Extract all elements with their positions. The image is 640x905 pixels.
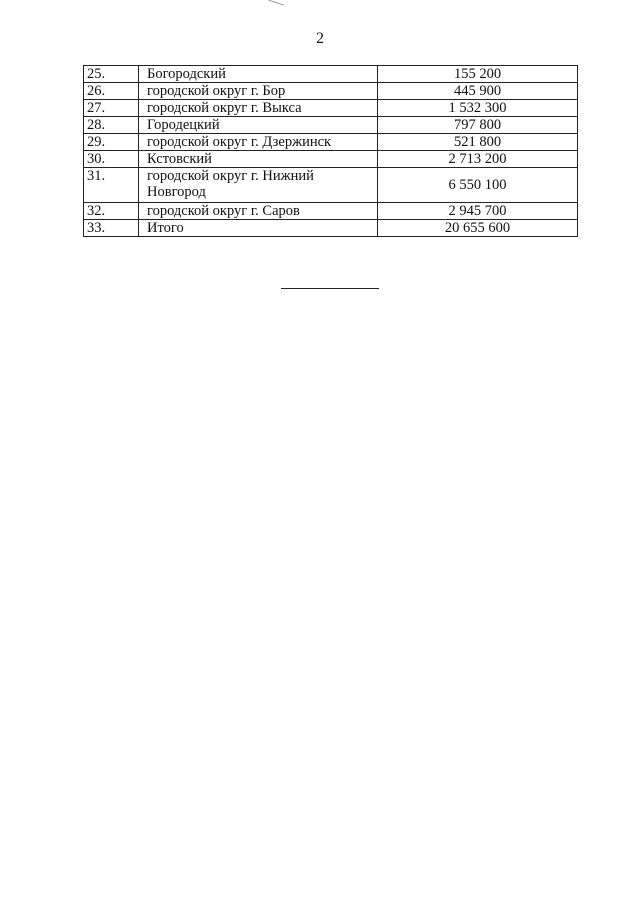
amount-value: 2 945 700 (378, 203, 578, 220)
row-number: 27. (84, 100, 139, 117)
district-name: городской округ г. Нижний Новгород (139, 168, 378, 203)
amount-value: 445 900 (378, 83, 578, 100)
amount-value: 155 200 (378, 66, 578, 83)
table-row (84, 66, 578, 83)
amount-value: 797 800 (378, 117, 578, 134)
table-row (84, 134, 578, 151)
amount-value: 1 532 300 (378, 100, 578, 117)
total-value: 20 655 600 (378, 220, 578, 237)
row-number: 32. (84, 203, 139, 220)
table-row (84, 151, 578, 168)
total-row (84, 220, 578, 237)
page-number: 2 (316, 30, 324, 47)
district-name: городской округ г. Выкса (139, 100, 378, 117)
scan-artifact-top (268, 0, 284, 5)
district-name: Богородский (139, 66, 378, 83)
table-row (84, 83, 578, 100)
amount-value: 521 800 (378, 134, 578, 151)
allocation-table (83, 65, 578, 237)
district-name: Городецкий (139, 117, 378, 134)
row-number: 29. (84, 134, 139, 151)
row-number: 31. (84, 168, 139, 203)
end-of-document-rule (281, 288, 379, 289)
row-number: 28. (84, 117, 139, 134)
row-number: 33. (84, 220, 139, 237)
amount-value: 6 550 100 (378, 168, 578, 203)
district-name: городской округ г. Саров (139, 203, 378, 220)
district-name: городской округ г. Дзержинск (139, 134, 378, 151)
amount-value: 2 713 200 (378, 151, 578, 168)
total-label: Итого (139, 220, 378, 237)
row-number: 25. (84, 66, 139, 83)
district-name: Кстовский (139, 151, 378, 168)
district-name: городской округ г. Бор (139, 83, 378, 100)
row-number: 30. (84, 151, 139, 168)
table-row (84, 100, 578, 117)
row-number: 26. (84, 83, 139, 100)
table-row (84, 117, 578, 134)
table-row (84, 168, 578, 203)
table-row (84, 203, 578, 220)
